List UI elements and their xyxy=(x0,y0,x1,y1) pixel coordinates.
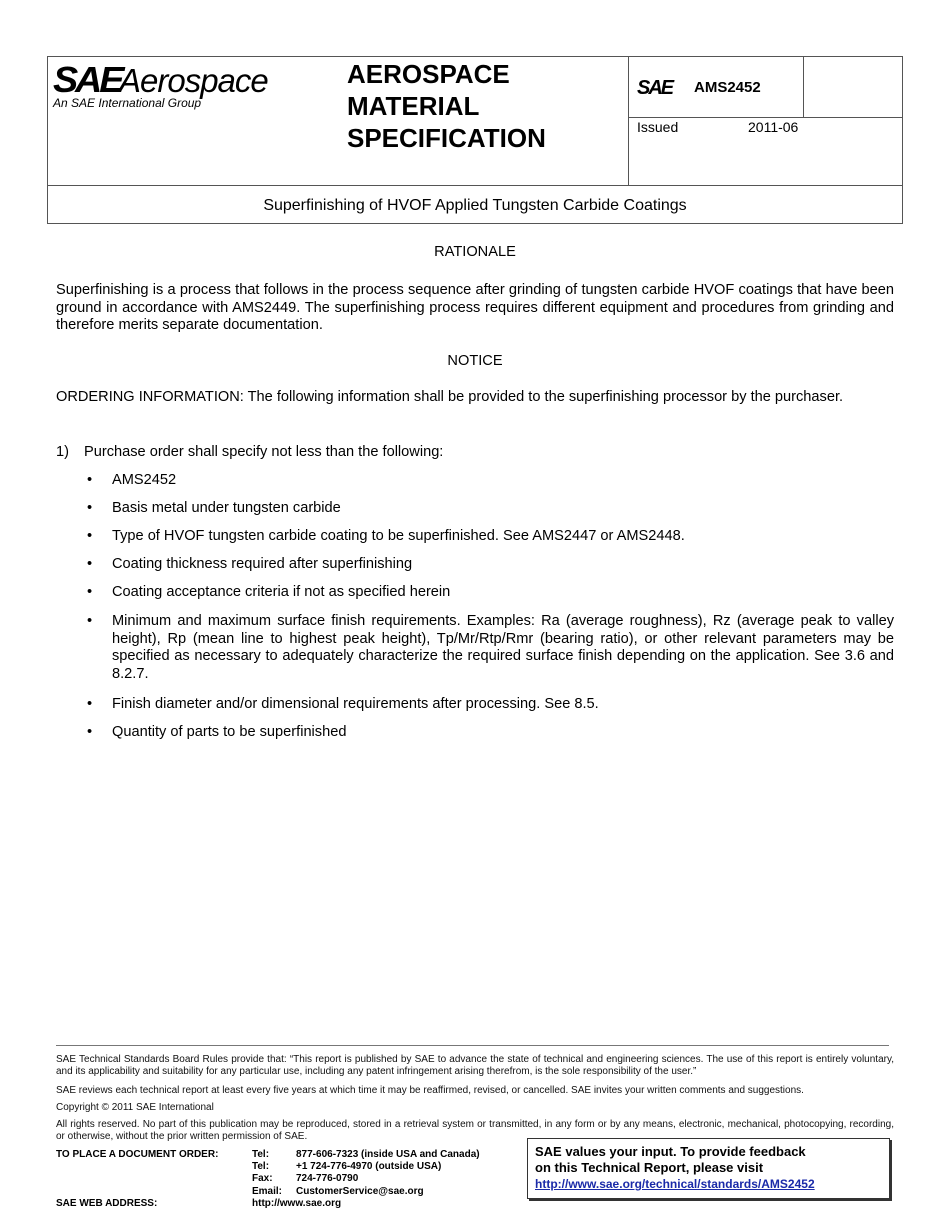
logo-word: Aerospace xyxy=(119,62,268,99)
bullet-glyph: • xyxy=(87,724,93,740)
footer-rights: All rights reserved. No part of this publication may be reproduced, stored in a retrieval system or transmitted, in any form or by any means, electronic, mechanical, photocopying, recording, or otherwise, without the prior written permission of SAE. xyxy=(56,1119,894,1142)
bullet-glyph: • xyxy=(87,696,93,712)
bullet-glyph: • xyxy=(87,556,93,572)
issued-value: 2011-06 xyxy=(748,119,799,135)
bullet-glyph: • xyxy=(87,613,93,629)
tel2-label: Tel: xyxy=(252,1161,270,1172)
list-item: Minimum and maximum surface finish requirements. Examples: Ra (average roughness), Rz (average peak to valley height), Rp (mean line to highest peak height), Tp/Mr/Rtp/Rmr (bearing ratio), or other relevant parameters may be specified as necessary to adequately characterize the required surface finish depending on the application. See 3.6 and 8.2.7. xyxy=(112,613,894,682)
item-number: 1) xyxy=(56,444,69,460)
tel2-value: +1 724-776-4970 (outside USA) xyxy=(296,1161,442,1172)
list-item: Type of HVOF tungsten carbide coating to be superfinished. See AMS2447 or AMS2448. xyxy=(112,528,685,544)
list-item: Quantity of parts to be superfinished xyxy=(112,724,347,740)
list-item: Finish diameter and/or dimensional requirements after processing. See 8.5. xyxy=(112,696,599,712)
web-value: http://www.sae.org xyxy=(252,1198,342,1209)
footer-review: SAE reviews each technical report at least every five years at which time it may be reaffirmed, revised, or cancelled. SAE invites your written comments and suggestions. xyxy=(56,1085,804,1096)
fax-value: 724-776-0790 xyxy=(296,1173,359,1184)
list-item: AMS2452 xyxy=(112,472,177,488)
logo-brand: SAE xyxy=(53,59,122,100)
list-item: Basis metal under tungsten carbide xyxy=(112,500,341,516)
notice-heading: NOTICE xyxy=(447,353,503,369)
list-item: Coating thickness required after superfinishing xyxy=(112,556,413,572)
feedback-box xyxy=(527,1138,890,1199)
rationale-text: Superfinishing is a process that follows in the process sequence after grinding of tungsten carbide HVOF coatings that have been ground in accordance with AMS2449. The superfinishing process requires different equipment and procedures from grinding and therefore merits separate documentation. xyxy=(56,282,894,333)
bullet-glyph: • xyxy=(87,584,93,600)
sae-aerospace-logo xyxy=(53,60,313,115)
footer-copyright: Copyright © 2011 SAE International xyxy=(56,1102,214,1113)
doc-number: AMS2452 xyxy=(694,79,761,96)
doc-title: Superfinishing of HVOF Applied Tungsten Carbide Coatings xyxy=(263,197,687,214)
feedback-line-1: SAE values your input. To provide feedback xyxy=(535,1144,806,1159)
spec-title-line-1: AEROSPACE xyxy=(347,59,510,89)
email-label: Email: xyxy=(252,1186,283,1197)
email-value: CustomerService@sae.org xyxy=(296,1186,424,1197)
web-label: SAE WEB ADDRESS: xyxy=(56,1198,158,1209)
spec-title-line-2: MATERIAL xyxy=(347,91,480,121)
footer-divider xyxy=(56,1045,889,1046)
small-sae-logo: SAE xyxy=(637,77,673,99)
logo-subtitle: An SAE International Group xyxy=(53,96,202,110)
order-label: TO PLACE A DOCUMENT ORDER: xyxy=(56,1149,219,1160)
rationale-heading: RATIONALE xyxy=(434,244,516,260)
bullet-glyph: • xyxy=(87,472,93,488)
tel-value: 877-606-7323 (inside USA and Canada) xyxy=(296,1149,480,1160)
spec-title-line-3: SPECIFICATION xyxy=(347,123,546,153)
fax-label: Fax: xyxy=(252,1173,273,1184)
item-text: Purchase order shall specify not less than the following: xyxy=(84,444,444,460)
footer-rules: SAE Technical Standards Board Rules provide that: “This report is published by SAE to advance the state of technical and engineering sciences. The use of this report is entirely voluntary, and its applicability and suitability for any particular use, including any patent infringement arising therefrom, is the sole responsibility of the user.” xyxy=(56,1054,894,1077)
feedback-link[interactable]: http://www.sae.org/technical/standards/AMS2452 xyxy=(535,1177,815,1191)
ordering-information: ORDERING INFORMATION: The following information shall be provided to the superfinishing processor by the purchaser. xyxy=(56,389,844,405)
tel-label: Tel: xyxy=(252,1149,270,1160)
feedback-line-2: on this Technical Report, please visit xyxy=(535,1160,764,1175)
list-item: Coating acceptance criteria if not as specified herein xyxy=(112,584,451,600)
bullet-glyph: • xyxy=(87,500,93,516)
bullet-glyph: • xyxy=(87,528,93,544)
issued-label: Issued xyxy=(637,119,679,135)
